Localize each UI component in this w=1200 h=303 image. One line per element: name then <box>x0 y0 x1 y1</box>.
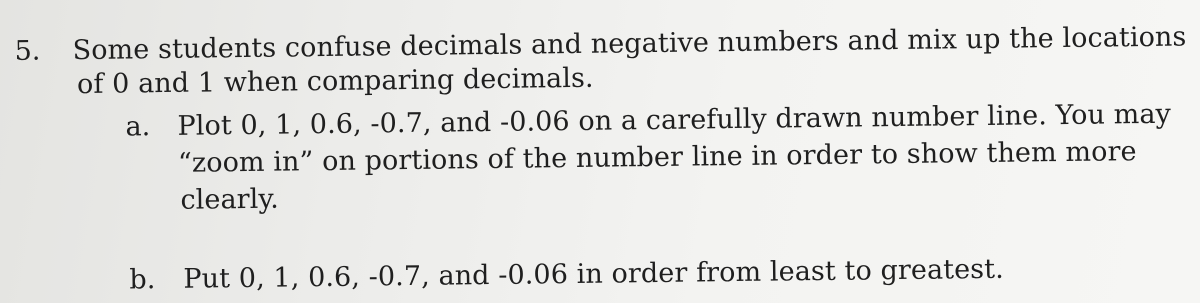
part-a-line-2: “zoom in” on portions of the number line in order to show them more <box>177 136 1137 179</box>
part-a-label: a. <box>125 111 151 143</box>
part-a-line-1: Plot 0, 1, 0.6, -0.7, and -0.06 on a carefully drawn number line. You may <box>177 98 1172 142</box>
problem-stem-line-2: of 0 and 1 when comparing decimals. <box>76 62 594 101</box>
part-a-line-3: clearly. <box>180 183 280 216</box>
problem-stem-line-1: Some students confuse decimals and negative numbers and mix up the locations <box>72 21 1187 67</box>
part-b-line-1: Put 0, 1, 0.6, -0.7, and -0.06 in order from least to greatest. <box>183 253 1004 295</box>
problem-number: 5. <box>14 35 41 67</box>
part-b-label: b. <box>129 264 156 296</box>
